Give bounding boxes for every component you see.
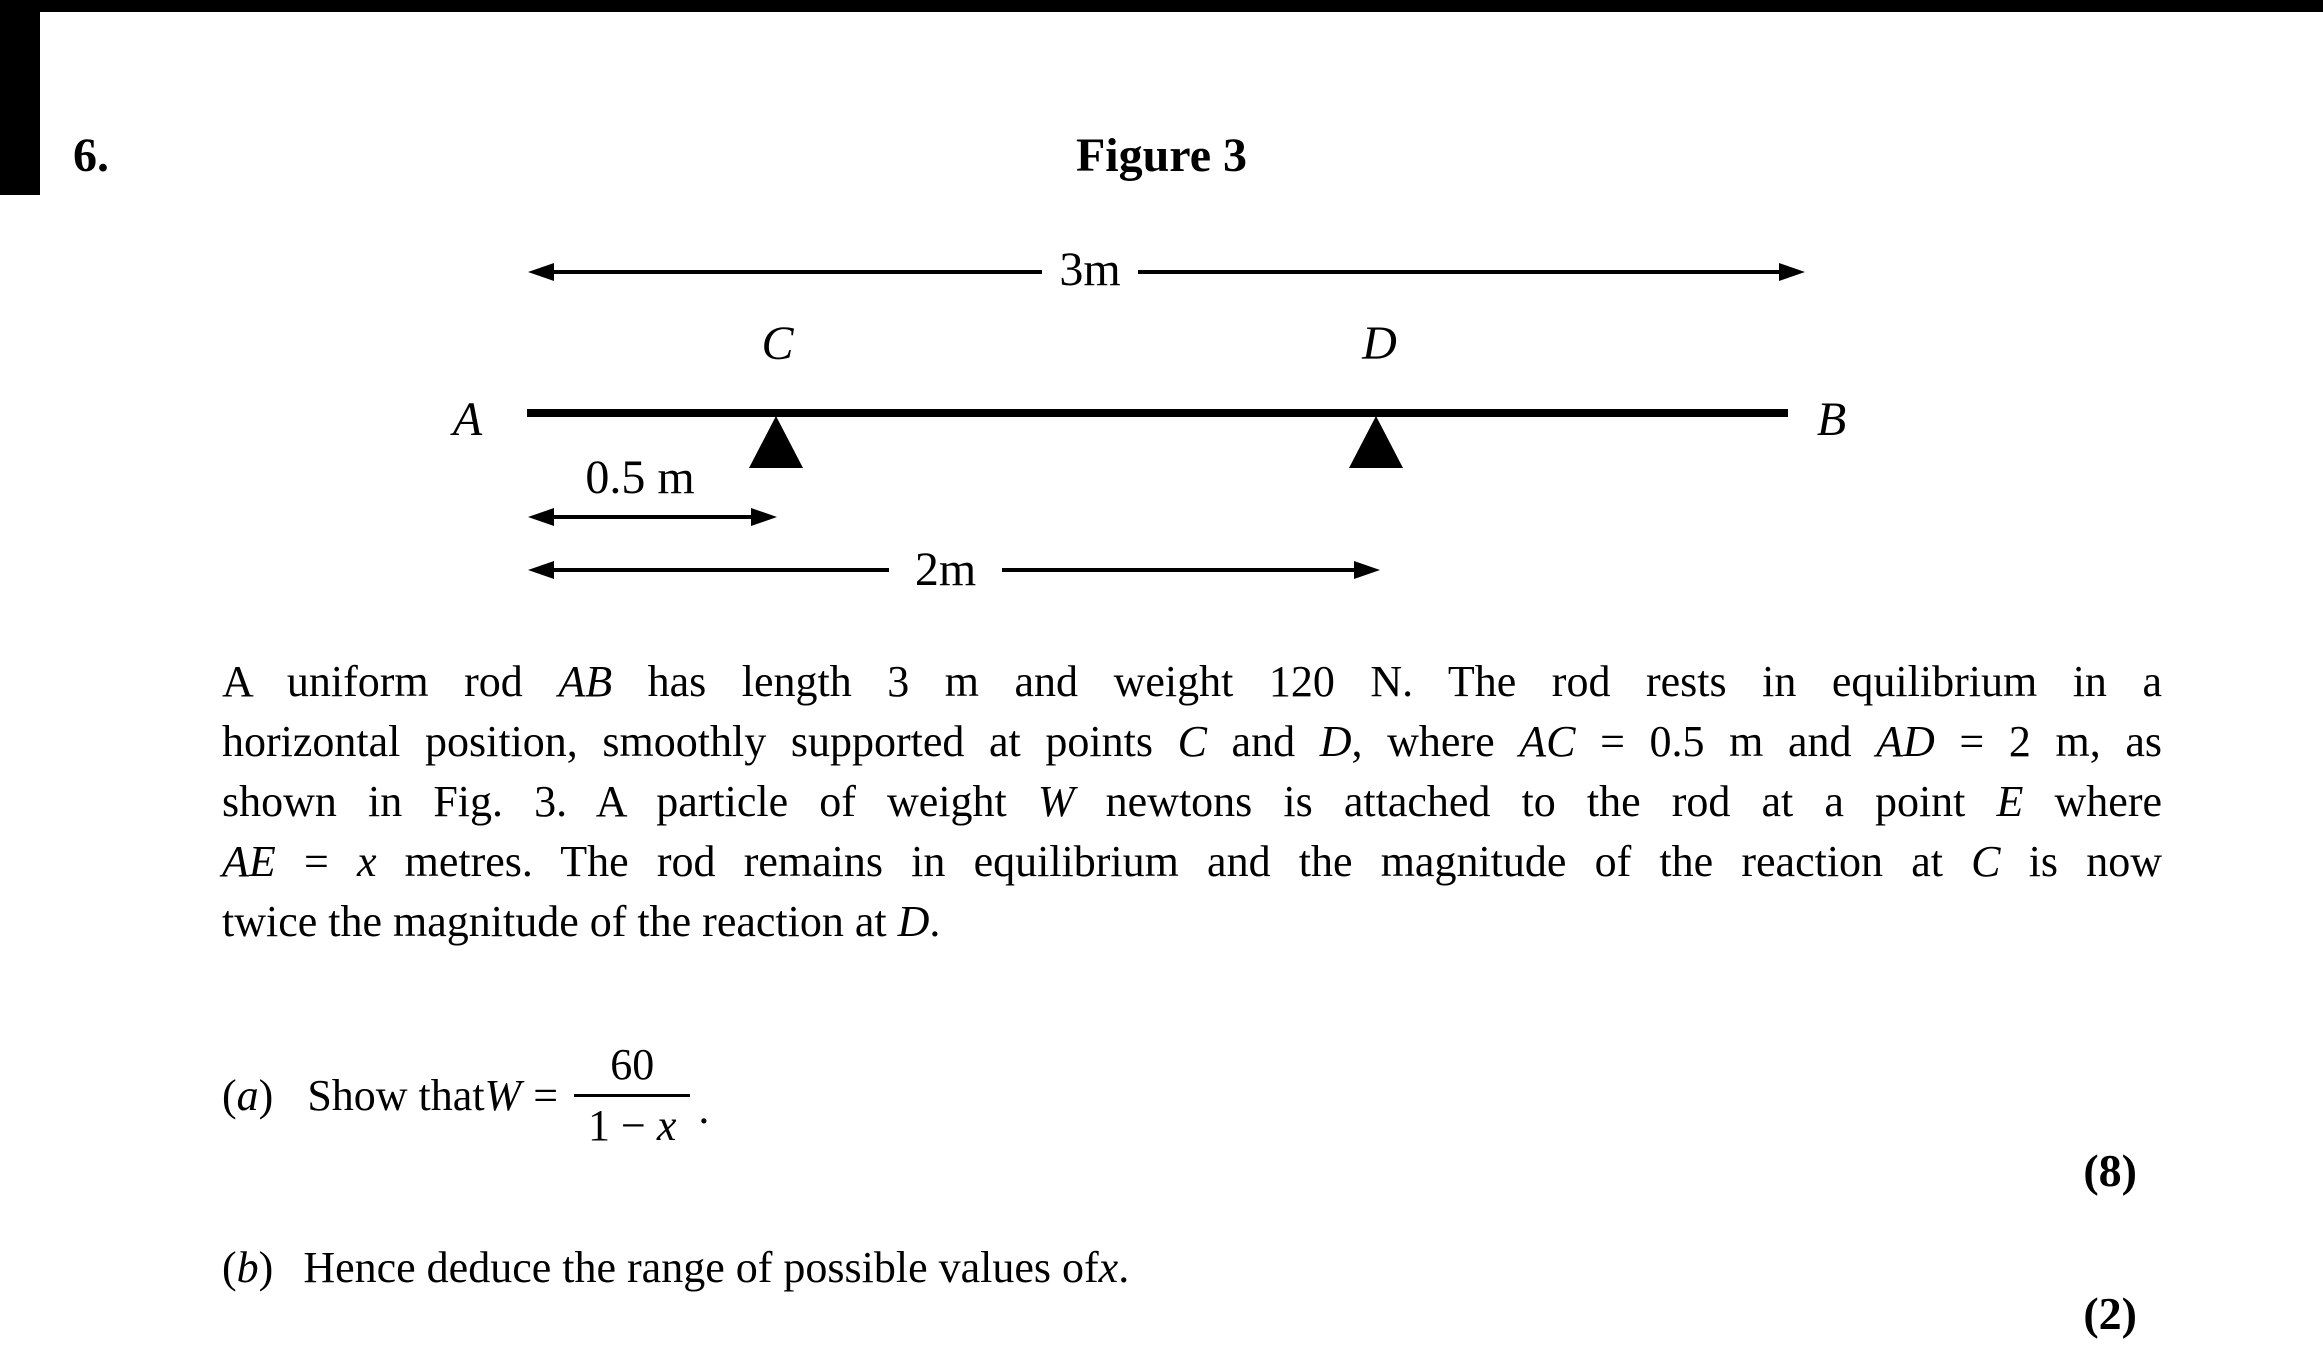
part-letter: a: [236, 1071, 259, 1120]
part-a-row: [222, 1040, 709, 1151]
text-run: newtons is attached to the rod at a point: [1074, 777, 1997, 826]
text-run: twice the magnitude of the reaction at: [222, 897, 898, 946]
text-run: = 2 m, as: [1934, 717, 2162, 766]
part-a-marks: (8): [2083, 1145, 2137, 1196]
paragraph-line: [222, 712, 2162, 772]
dim-3m-label: 3m: [1059, 243, 1121, 296]
text-run: horizontal position, smoothly supported at points: [222, 717, 1178, 766]
dim-2m-line-right: [1002, 568, 1354, 572]
dim-2m-arrowhead-right: [1354, 561, 1380, 579]
part-b-period: .: [1118, 1243, 1130, 1292]
point-label-b: B: [1816, 393, 1847, 446]
part-a-text: Show that: [307, 1071, 485, 1120]
fraction-denominator: [574, 1094, 690, 1151]
variable: AE: [222, 837, 276, 886]
variable: D: [1319, 717, 1352, 766]
paren: ): [258, 1071, 274, 1120]
dim-05m-arrowhead-right: [751, 508, 777, 526]
support-triangle-c: [749, 416, 803, 468]
dim-05m-line: [550, 515, 755, 519]
text-run: metres. The rod remains in equilibrium and the magnitude of the reaction at: [376, 837, 1972, 886]
paragraph-line: [222, 772, 2162, 832]
variable-w: W: [484, 1071, 522, 1120]
part-a-label: [222, 1070, 273, 1121]
paragraph-line: [222, 892, 2162, 952]
variable: D: [897, 897, 930, 946]
fraction-60-over-1-minus-x: [574, 1040, 690, 1151]
part-b-label: [222, 1238, 273, 1298]
support-triangle-d: [1349, 416, 1403, 468]
variable: C: [1971, 837, 2001, 886]
dim-2m-label: 2m: [914, 543, 977, 596]
question-number: 6.: [73, 129, 109, 182]
paragraph-line: [222, 832, 2162, 892]
text-run: , where: [1351, 717, 1520, 766]
part-b-marks: (2): [2083, 1288, 2137, 1339]
paragraph-line: [222, 652, 2162, 712]
variable: W: [1037, 777, 1075, 826]
fraction-numerator: 60: [610, 1040, 655, 1089]
point-label-c: C: [761, 317, 794, 370]
variable: C: [1177, 717, 1207, 766]
point-label-d: D: [1362, 317, 1397, 370]
problem-paragraph: [222, 652, 2162, 952]
variable: x: [356, 837, 377, 886]
text-run: =: [275, 837, 357, 886]
paren: (: [222, 1243, 237, 1292]
dim-3m-line-left: [550, 270, 1042, 274]
dim-3m-line-right: [1138, 270, 1779, 274]
text-run: = 0.5 m and: [1575, 717, 1877, 766]
dim-05m-label: 0.5 m: [585, 451, 695, 504]
part-letter: b: [236, 1243, 259, 1292]
equation-period: .: [698, 1084, 710, 1133]
scan-artifact-top-strip: [0, 0, 2323, 12]
figure-title: Figure 3: [1075, 129, 1248, 182]
variable: AC: [1519, 717, 1576, 766]
dim-2m-line-left: [550, 568, 889, 572]
dim-3m-arrowhead-right: [1779, 263, 1805, 281]
text-run: shown in Fig. 3. A particle of weight: [222, 777, 1038, 826]
text-run: A uniform rod: [222, 657, 559, 706]
part-b-text: Hence deduce the range of possible values of: [303, 1243, 1099, 1292]
text-run: 1 −: [588, 1101, 657, 1150]
variable-x: x: [1098, 1243, 1119, 1292]
text-run: where: [2023, 777, 2162, 826]
variable: AD: [1876, 717, 1935, 766]
equals-sign: =: [533, 1071, 559, 1120]
point-label-a: A: [452, 393, 483, 446]
variable: E: [1996, 777, 2024, 826]
text-run: has length 3 m and weight 120 N. The rod rests in equilibrium in a: [612, 657, 2162, 706]
variable-x: x: [656, 1101, 677, 1150]
variable: AB: [558, 657, 613, 706]
part-b-row: [222, 1238, 1129, 1298]
paren: ): [258, 1243, 274, 1292]
paren: (: [222, 1071, 237, 1120]
text-run: and: [1206, 717, 1320, 766]
text-run: .: [929, 897, 941, 946]
rod-ab: [527, 409, 1788, 417]
text-run: is now: [2000, 837, 2162, 886]
